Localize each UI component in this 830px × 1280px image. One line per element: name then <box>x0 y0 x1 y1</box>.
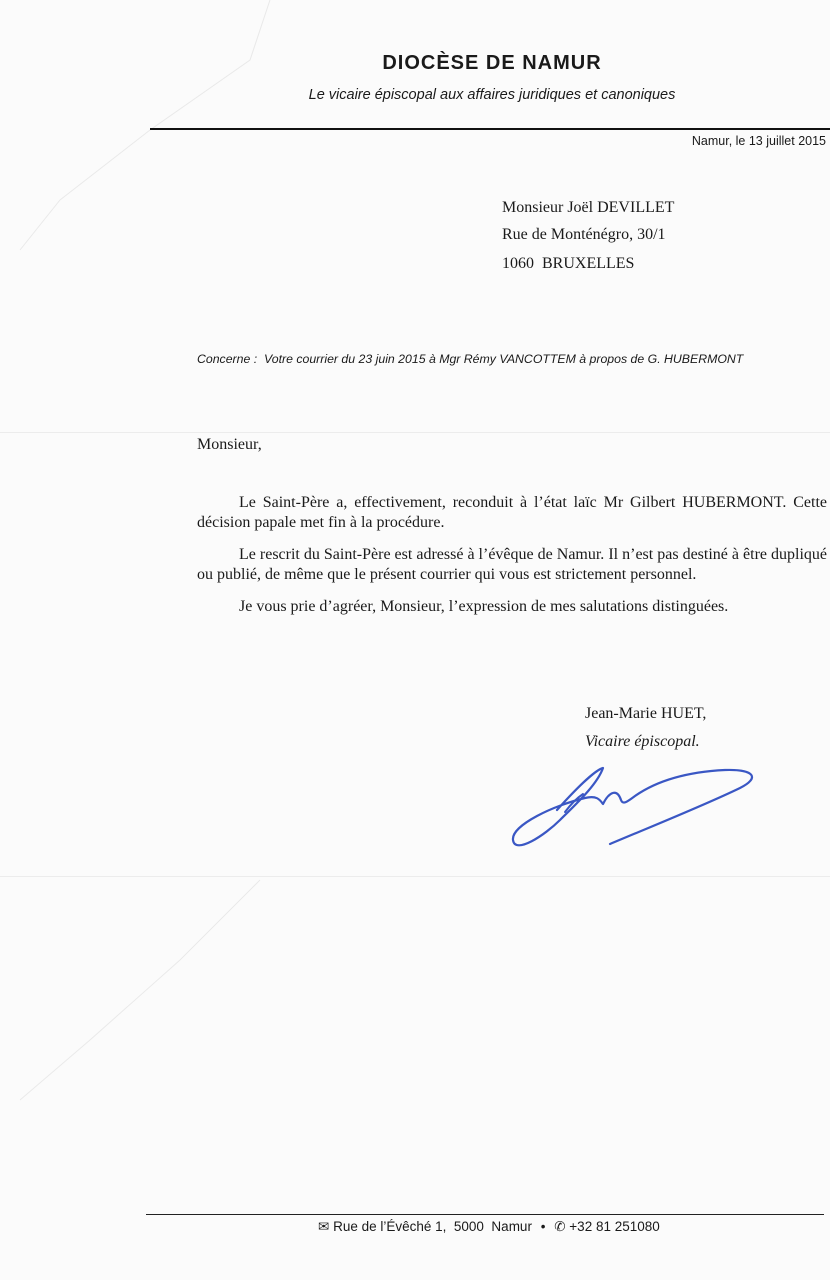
letter-date: Namur, le 13 juillet 2015 <box>691 134 826 148</box>
recipient-address <box>502 194 674 277</box>
header-divider <box>150 128 830 130</box>
recipient-street: Rue de Monténégro, 30/1 <box>502 226 666 243</box>
subject-line: Concerne : Votre courrier du 23 juin 2015 à Mgr Rémy VANCOTTEM à propos de G. HUBERMONT <box>197 352 744 366</box>
organization-name: DIOCÈSE DE NAMUR <box>382 52 602 74</box>
footer-phone: +32 81 251080 <box>569 1219 660 1234</box>
recipient-name: Monsieur Joël DEVILLET <box>502 199 675 216</box>
footer-divider <box>146 1214 824 1215</box>
body-paragraph: Le Saint-Père a, effectivement, reconduit à l’état laïc Mr Gilbert HUBERMONT. Cette décision papale met fin à la procédure. <box>197 494 827 531</box>
body-paragraph: Je vous prie d’agréer, Monsieur, l’expression de mes salutations distinguées. <box>239 598 729 615</box>
signer-name: Jean-Marie HUET, <box>585 705 707 722</box>
fold-line-bottom <box>0 876 830 877</box>
fold-line-top <box>0 432 830 433</box>
signer-block <box>585 700 706 756</box>
footer-address: Rue de l’Évêché 1, 5000 Namur <box>333 1219 532 1234</box>
envelope-icon: ✉ <box>318 1219 330 1234</box>
organization-subtitle: Le vicaire épiscopal aux affaires juridiques et canoniques <box>308 87 676 103</box>
handwritten-signature <box>505 760 765 860</box>
body-paragraph: Le rescrit du Saint-Père est adressé à l’évêque de Namur. Il n’est pas destiné à être dupliqué ou publié, de même que le présent courrier qui vous est strictement personnel. <box>197 546 827 583</box>
footer-contact <box>318 1219 660 1235</box>
letter-body <box>197 493 827 629</box>
recipient-city: 1060 BRUXELLES <box>502 255 635 272</box>
footer-separator: • <box>540 1219 546 1234</box>
signer-role: Vicaire épiscopal. <box>585 733 700 750</box>
phone-icon: ✆ <box>554 1219 566 1234</box>
salutation: Monsieur, <box>197 436 262 453</box>
